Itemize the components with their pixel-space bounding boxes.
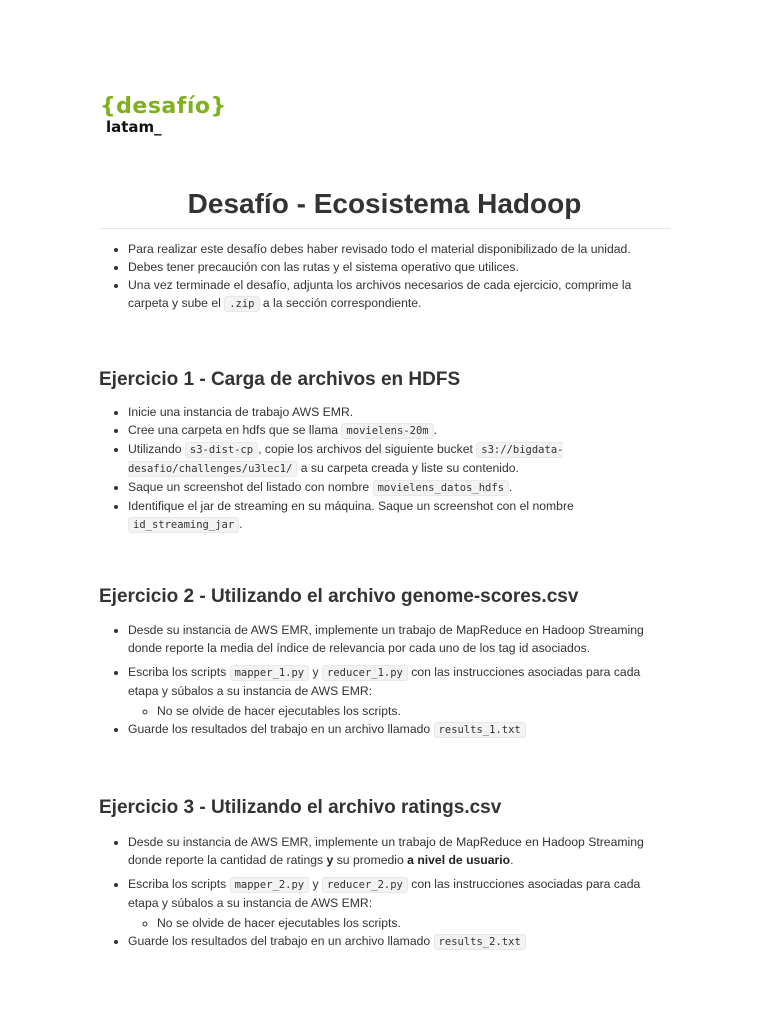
list-item: • Desde su instancia de AWS EMR, implemente un trabajo de MapReduce en Hadoop Streaming donde reporte la cantidad de ratings y su promedio a nivel de usuario.	[128, 833, 670, 869]
list-item: • Guarde los resultados del trabajo en un archivo llamado results_1.txt	[128, 720, 670, 739]
ejercicio-2-list	[99, 621, 670, 739]
ejercicio-1-list	[99, 403, 670, 534]
inline-code: mapper_2.py	[230, 877, 310, 893]
inline-code: movielens-20m	[341, 423, 433, 439]
intro-list	[99, 240, 670, 313]
title-divider	[99, 228, 670, 229]
inline-code: s3://bigdata-desafio/challenges/u3lec1/	[128, 444, 564, 475]
list-item: ◦ No se olvide de hacer ejecutables los scripts.	[157, 914, 670, 932]
inline-code: mapper_1.py	[230, 665, 310, 681]
list-item: • Escriba los scripts mapper_2.py y reducer_2.py con las instrucciones asociadas para cada etapa y súbalos a su instancia de AWS EMR: ◦ No se olvide de hacer ejecutables los scripts.	[128, 875, 670, 932]
page-title: Desafío - Ecosistema Hadoop	[187, 188, 582, 219]
list-item: • Cree una carpeta en hdfs que se llama movielens-20m .	[128, 421, 670, 440]
nested-list	[128, 914, 670, 932]
ejercicio-3-list	[99, 833, 670, 951]
list-item: • Para realizar este desafío debes haber revisado todo el material disponibilizado de la unidad.	[128, 240, 670, 258]
list-item: • Identifique el jar de streaming en su máquina. Saque un screenshot con el nombre id_streaming_jar .	[128, 497, 670, 534]
inline-code: results_2.txt	[434, 934, 526, 950]
desafio-latam-logo	[100, 94, 230, 140]
inline-code: reducer_2.py	[322, 877, 408, 893]
logo-subwordmark: latam_	[106, 118, 162, 136]
list-item: • Escriba los scripts mapper_1.py y reducer_1.py con las instrucciones asociadas para cada etapa y súbalos a su instancia de AWS EMR: ◦ No se olvide de hacer ejecutables los scripts.	[128, 663, 670, 720]
list-item: • Utilizando s3-dist-cp , copie los archivos del siguiente bucket s3://bigdata-desafio/challenges/u3lec1/ a su carpeta creada y liste su contenido.	[128, 440, 670, 478]
inline-code: id_streaming_jar	[128, 517, 239, 533]
list-item: • Debes tener precaución con las rutas y el sistema operativo que utilices.	[128, 258, 670, 276]
inline-code: .zip	[224, 296, 259, 312]
list-item: • Saque un screenshot del listado con nombre movielens_datos_hdfs .	[128, 478, 670, 497]
section-heading-ejercicio-1: Ejercicio 1 - Carga de archivos en HDFS	[99, 369, 461, 390]
inline-code: reducer_1.py	[322, 665, 408, 681]
inline-code: results_1.txt	[434, 722, 526, 738]
logo-wordmark: {desafío}	[100, 94, 227, 119]
nested-list	[128, 702, 670, 720]
inline-code: s3-dist-cp	[185, 442, 258, 458]
list-item: • Desde su instancia de AWS EMR, implemente un trabajo de MapReduce en Hadoop Streaming donde reporte la media del índice de relevancia por cada uno de los tag id asociados.	[128, 621, 670, 657]
list-item: • Una vez terminade el desafío, adjunta los archivos necesarios de cada ejercicio, comprime la carpeta y sube el .zip a la sección correspondiente.	[128, 276, 670, 313]
list-item: • Inicie una instancia de trabajo AWS EMR.	[128, 403, 670, 421]
inline-code: movielens_datos_hdfs	[373, 480, 509, 496]
section-heading-ejercicio-2: Ejercicio 2 - Utilizando el archivo genome-scores.csv	[99, 586, 579, 607]
section-heading-ejercicio-3: Ejercicio 3 - Utilizando el archivo ratings.csv	[99, 797, 502, 818]
list-item: ◦ No se olvide de hacer ejecutables los scripts.	[157, 702, 670, 720]
list-item: • Guarde los resultados del trabajo en un archivo llamado results_2.txt	[128, 932, 670, 951]
